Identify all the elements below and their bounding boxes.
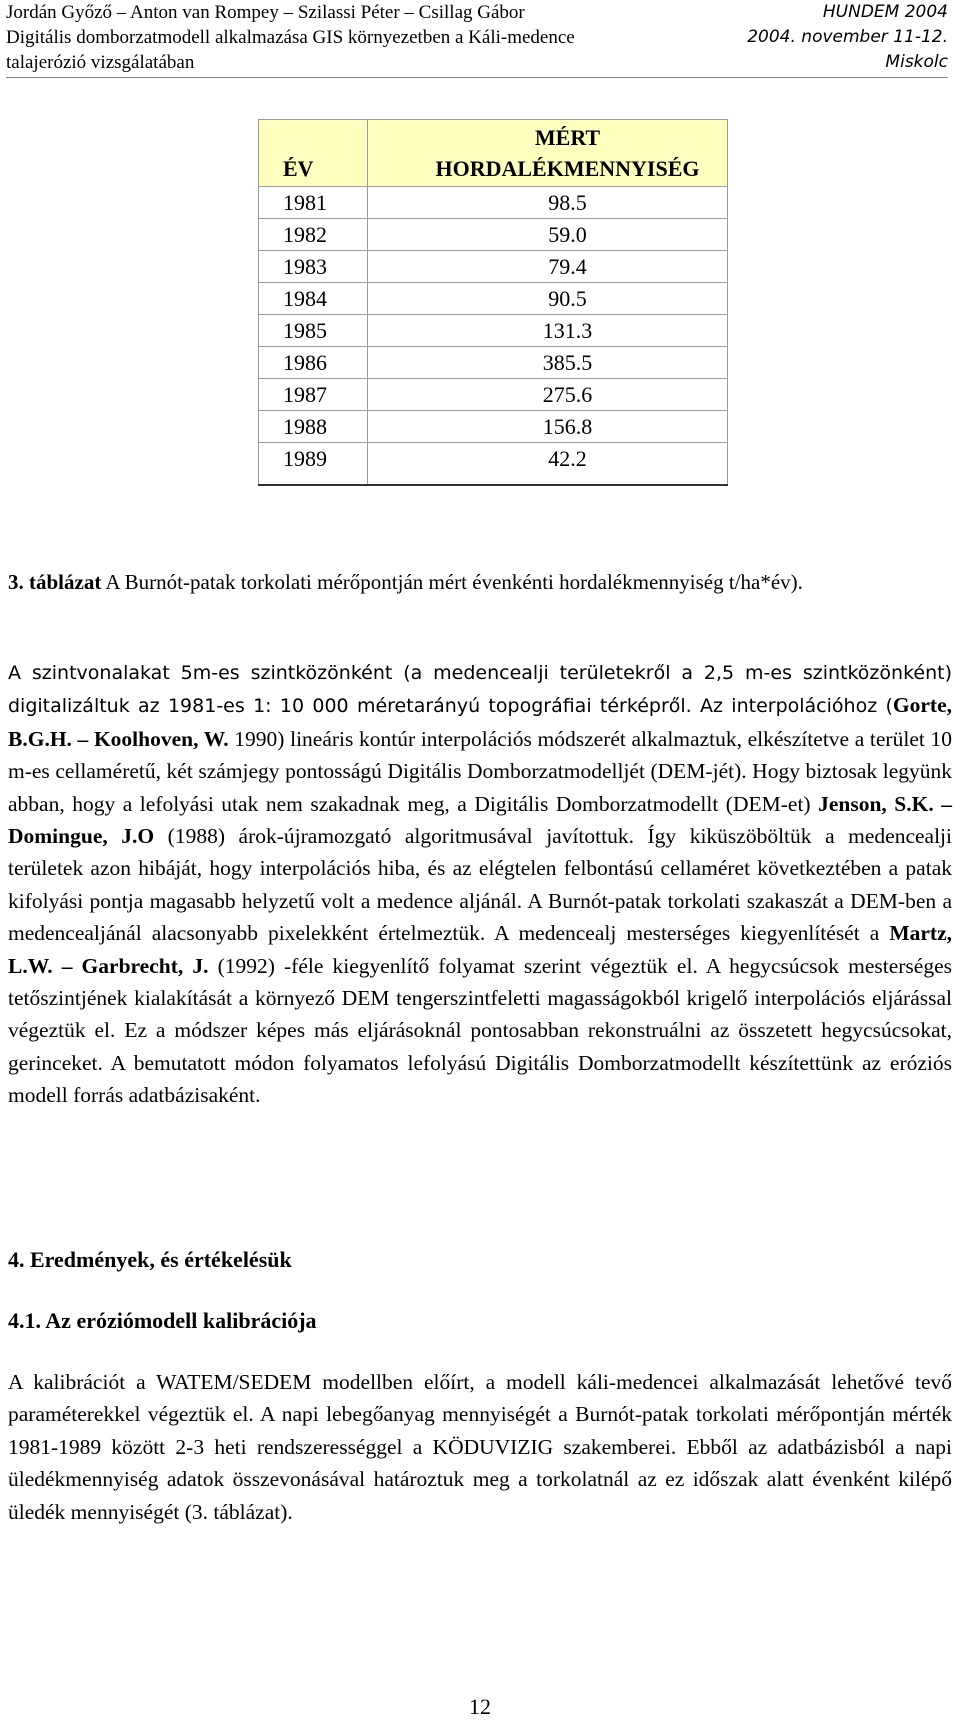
paragraph-dem [8,656,952,1112]
table-header-row [259,120,728,187]
cell-value: 275.6 [368,379,728,411]
cell-year: 1985 [259,315,368,347]
column-header-value [368,120,728,187]
header-divider [6,77,948,78]
subsection-heading: 4.1. Az eróziómodell kalibrációja [8,1308,317,1333]
cell-year: 1986 [259,347,368,379]
page-header [6,0,948,78]
cell-value: 79.4 [368,251,728,283]
column-header-value-line2: HORDALÉKMENNYISÉG [435,156,700,181]
caption-label: 3. táblázat [8,570,102,594]
citation-jenson: Jenson, S.K. – Domingue, J.O [8,791,952,849]
column-header-year: ÉV [259,120,368,187]
section-heading: 4. Eredmények, és értékelésük [8,1247,292,1272]
page-number: 12 [469,1694,491,1719]
table-row [259,379,728,411]
para1-sentence4: (1988) árok-újramozgató algoritmusával javítottuk. Így kiküszöböltük a medencealji területek azon hibáját, hogy interpolációs hiba, és az elégtelen felbontású cellaméret következtében a patak kifolyási pontja magasabb helyzetű volt a medence aljánál. A Burnót-patak torkolati szakaszát a DEM-ben a medencealjánál alacsonyabb pixelekként értelmeztük. A medencealj mesterséges kiegyenlítését a [8,824,953,946]
para1-sentence2: 1990) lineáris kontúr interpolációs módszerét alkalmaztuk, elkészítetve a terület 10 m-es cellaméretű, két számjegy pontosságú Digitális Domborzatmodelljét (DEM-jét). [8,726,952,784]
header-location: Miskolc [885,52,948,72]
table-row [259,219,728,251]
header-right [747,0,948,75]
table-row [259,283,728,315]
column-header-value-line1: MÉRT [534,125,601,150]
table-row [259,347,728,379]
cell-value: 385.5 [368,347,728,379]
para1-sentence3: Hogy biztosak legyünk abban, hogy a lefolyási utak nem szakadnak meg, a Digitális Domborzatmodellt (DEM-et) [8,759,952,816]
cell-value: 98.5 [368,187,728,219]
caption-text: A Burnót-patak torkolati mérőpontján mért évenkénti hordalékmennyiség t/ha*év). [101,570,803,594]
cell-value: 42.2 [368,443,728,486]
cell-year: 1981 [259,187,368,219]
cell-year: 1983 [259,251,368,283]
sediment-table [258,119,728,486]
cell-value: 59.0 [368,219,728,251]
citation-martz: Martz, L.W. – Garbrecht, J. [8,921,952,978]
table-row [259,187,728,219]
header-left [6,0,575,75]
paragraph-calibration: A kalibrációt a WATEM/SEDEM modellben előírt, a modell káli-medencei alkalmazását lehetővé tevő paraméterekkel végeztük el. A napi lebegőanyag mennyiségét a Burnót-patak torkolati mérőpontján mérték 1981-1989 között 2-3 heti rendszerességgel a KÖDUVIZIG szakemberei. Ebből az adatbázisból a napi üledékmennyiség adatok összevonásával határoztuk meg a torkolatnál az ez időszak alatt évenként kilépő üledék mennyiségét (3. táblázat). [8,1370,952,1524]
para1-sentence1: A szintvonalakat 5m-es szintközönként (a medencealji területekről a 2,5 m-es szintközönként) digitalizáltuk az 1981-es 1: 10 000 méretarányú topográfiai térképről. Az interpolációhoz ( [8,662,952,718]
cell-value: 131.3 [368,315,728,347]
cell-year: 1984 [259,283,368,315]
table-row [259,443,728,486]
header-conference: HUNDEM 2004 [822,2,948,22]
table-caption [8,570,803,595]
cell-year: 1987 [259,379,368,411]
citation-gorte: Gorte, B.G.H. – Koolhoven, W. [8,693,952,751]
table-row [259,251,728,283]
cell-year: 1989 [259,443,368,486]
cell-year: 1988 [259,411,368,443]
header-title: Digitális domborzatmodell alkalmazása GIS környezetben a Káli-medence [6,27,575,48]
table-row [259,315,728,347]
cell-value: 90.5 [368,283,728,315]
cell-value: 156.8 [368,411,728,443]
para1-sentence5: (1992) -féle kiegyenlítő folyamat szerint végeztük el. A hegycsúcsok mesterséges tetőszintjének kialakítását a környező DEM tengerszintfeletti magasságokból krigelő interpolációs eljárással végeztük el. Ez a módszer képes más eljárásoknál pontosabban rekonstruálni az összetett hegycsúcsokat, gerinceket. A bemutatott módon folyamatos lefolyású Digitális Domborzatmodellt készítettünk az eróziós modell forrás adatbázisaként. [8,953,952,1108]
header-title-cont: talajerózió vizsgálatában [6,52,195,73]
header-authors: Jordán Győző – Anton van Rompey – Szilassi Péter – Csillag Gábor [6,2,525,23]
header-date: 2004. november 11-12. [747,27,948,47]
cell-year: 1982 [259,219,368,251]
table-row [259,411,728,443]
